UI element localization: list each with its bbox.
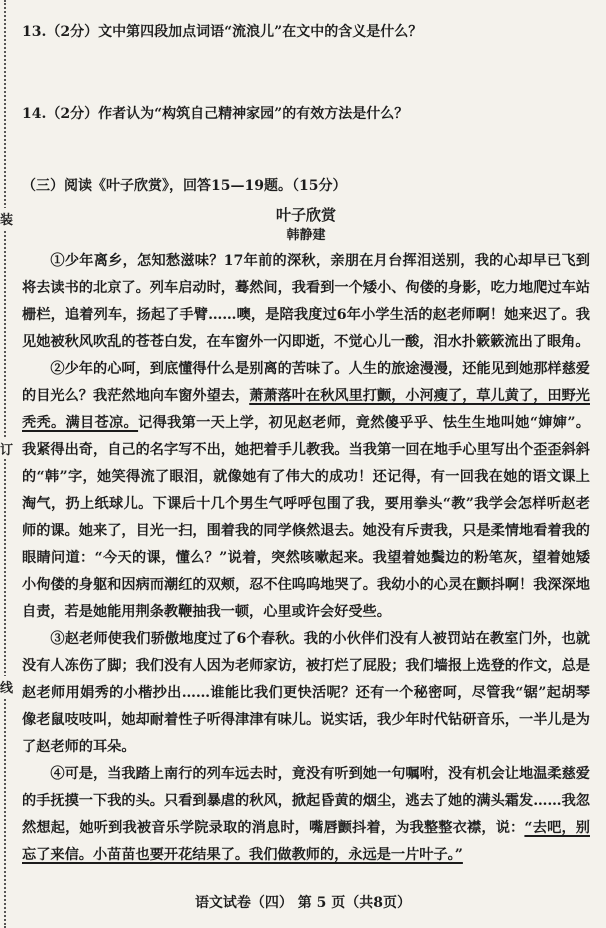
essay-paragraph-3: ③赵老师使我们骄傲地度过了6个春秋。我的小伙伴们没有人被罚站在教室门外，也就没有人冻伤了脚；我们没有人因为老师家访，被打烂了屁股；我们墙报上选登的作文，总是赵老师用娟秀的小楷抄出……谁能比我们更快活呢？还有一个秘密呵，尽管我“锯”起胡琴像老鼠吱吱叫，她却耐着性子听得津津有味儿。说实话，我少年时代钻研音乐，一半儿是为了赵老师的耳朵。 (22, 631, 590, 755)
binding-mark-zhuang: 装 (0, 208, 13, 229)
page-footer: 语文试卷（四） 第 5 页（共8页） (194, 895, 412, 911)
section-3-heading: （三）阅读《叶子欣赏》，回答15—19题。（15分） (22, 178, 347, 194)
essay-paragraph-2 (22, 356, 590, 626)
essay-paragraph-1: ①少年离乡，怎知愁滋味？17年前的深秋，亲朋在月台挥泪送别，我的心却早已飞到将去读书的北京了。列车启动时，蓦然间，我看到一个矮小、佝偻的身影，吃力地爬过车站栅栏，追着列车，扬起了手臂……噢，是陪我度过6年小学生活的赵老师啊！她来迟了。我见她被秋风吹乱的苍苍白发，在车窗外一闪即逝，不觉心儿一酸，泪水扑簌簌流出了眼角。 (22, 253, 590, 350)
question-14: 14.（2分）作者认为“构筑自己精神家园”的有效方法是什么？ (22, 106, 409, 122)
paragraph-4-underlined: “去吧，别忘了来信。小苗苗也要开花结果了。我们做教师的，永远是一片叶子。” (22, 820, 590, 863)
binding-mark-xian: 线 (0, 676, 13, 697)
binding-mark-ding: 订 (0, 438, 13, 459)
essay-title: 叶子欣赏 (275, 206, 336, 224)
binding-dotted-line (4, 0, 6, 928)
page-content (22, 22, 590, 869)
paragraph-2-text-a: ②少年的心呵，到底懂得什么是别离的苦味了。人生的旅途漫漫，还能见到她那样慈爱的目光么？我茫然地向车窗外望去， (22, 361, 590, 404)
paragraph-2-text-b: 记得我第一天上学，初见赵老师，竟然傻乎乎、怯生生地叫她“婶婶”。我紧得出奇，自己的名字写不出，她把着手儿教我。当我第一回在地手心里写出个歪歪斜斜的“韩”字，她笑得流了眼泪，就像她有了伟大的成功！还记得，有一回我在她的语文课上淘气，扔上纸球儿。下课后十几个男生气呼呼包围了我，要用拳头“教”我学会怎样听赵老师的课。她来了，目光一扫，围着我的同学倏然退去。她没有斥责我，只是柔情地看着我的眼睛问道：“今天的课，懂么？”说着，突然咳嗽起来。我望着她鬓边的粉笔灰，望着她矮小佝偻的身躯和因病而潮红的双颊，忍不住呜呜地哭了。我幼小的心灵在颤抖啊！我深深地自责，若是她能用荆条教鞭抽我一顿，心里或许会好受些。 (22, 415, 590, 620)
paragraph-2-underlined: 萧萧落叶在秋风里打颤，小河瘦了，草儿黄了，田野光秃秃。满目苍凉。 (22, 388, 590, 431)
essay-author: 韩静建 (286, 228, 326, 243)
question-13: 13.（2分）文中第四段加点词语“流浪儿”在文中的含义是什么？ (22, 24, 423, 40)
essay-paragraph-4 (22, 761, 590, 869)
paragraph-4-text-a: ④可是，当我踏上南行的列车远去时，竟没有听到她一句嘱咐，没有机会让地温柔慈爱的手抚摸一下我的头。只看到暴虐的秋风，掀起昏黄的烟尘，逃去了她的满头霜发……我忽然想起，她听到我被音乐学院录取的消息时，嘴唇颤抖着，为我整整衣襟，说： (22, 766, 590, 836)
